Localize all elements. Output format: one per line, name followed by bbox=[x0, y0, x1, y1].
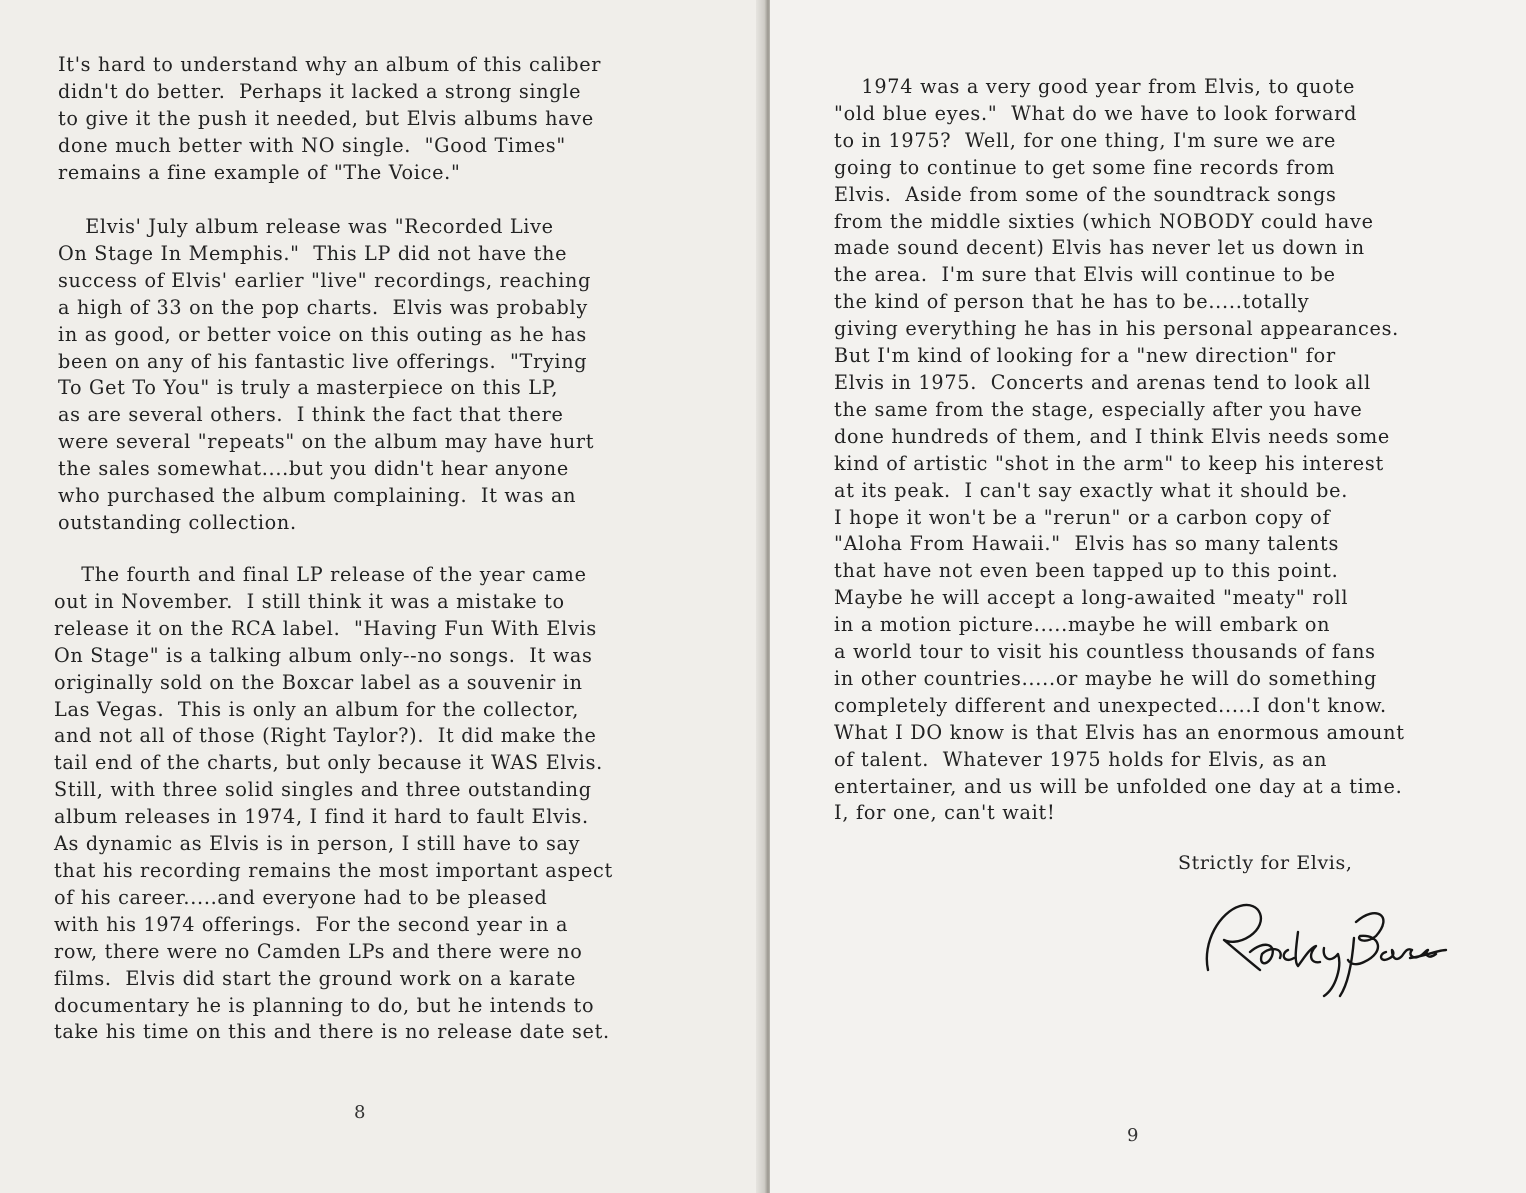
left-paragraph-2: Elvis' July album release was "Recorded Live On Stage In Memphis." This LP did not have the success of Elvis' earlier "live" recordings, reaching a high of 33 on the pop charts. Elvis was probably in as good, or better voice on this outing as he has been on any of his fantastic live offerings. "Trying To Get To You" is truly a masterpiece on this LP, as are several others. I think the fact that there were several "repeats" on the album may have hurt the sales somewhat....but you didn't hear anyone who purchased the album complaining. It was an outstanding collection. bbox=[58, 215, 595, 534]
left-paragraph-1: It's hard to understand why an album of this caliber didn't do better. Perhaps it lacked a strong single to give it the push it needed, but Elvis albums have done much better with NO single. "Good Times" remains a fine example of "The Voice." bbox=[58, 53, 602, 184]
left-paragraph-3: The fourth and final LP release of the year came out in November. I still think it was a mistake to release it on the RCA label. "Having Fun With Elvis On Stage" is a talking album only--no songs. It was originally sold on the Boxcar label as a souvenir in Las Vegas. This is only an album for the collector, and not all of those (Right Taylor?). It did make the tail end of the charts, but only because it WAS Elvis. Still, with three solid singles and three outstanding album releases in 1974, I find it hard to fault Elvis. As dynamic as Elvis is in person, I still have to say that his recording remains the most important aspect of his career.....and everyone had to be pleased with his 1974 offerings. For the second year in a row, there were no Camden LPs and there were no films. Elvis did start the ground work on a karate documentary he is planning to do, but he intends to take his time on this and there is no release date set. bbox=[54, 563, 613, 1044]
right-page bbox=[770, 0, 1526, 1193]
page-number-right: 9 bbox=[1127, 1125, 1139, 1146]
signoff-text: Strictly for Elvis, bbox=[1178, 852, 1353, 874]
page-number-left: 8 bbox=[354, 1102, 366, 1123]
signature-image bbox=[1180, 892, 1450, 1002]
right-paragraph: 1974 was a very good year from Elvis, to quote "old blue eyes." What do we have to look forward to in 1975? Well, for one thing, I'm sure we are going to continue to get some fine records from Elvis. Aside from some of the soundtrack songs from the middle sixties (which NOBODY could have made sound decent) Elvis has never let us down in the area. I'm sure that Elvis will continue to be the kind of person that he has to be.....totally giving everything he has in his personal appearances. But I'm kind of looking for a "new direction" for Elvis in 1975. Concerts and arenas tend to look all the same from the stage, especially after you have done hundreds of them, and I think Elvis needs some kind of artistic "shot in the arm" to keep his interest at its peak. I can't say exactly what it should be. I hope it won't be a "rerun" or a carbon copy of "Aloha From Hawaii." Elvis has so many talents that have not even been tapped up to this point. Maybe he will accept a long-awaited "meaty" roll in a motion picture.....maybe he will embark on a world tour to visit his countless thousands of fans in other countries.....or maybe he will do something completely different and unexpected.....I don't know. What I DO know is that Elvis has an enormous amount of talent. Whatever 1975 holds for Elvis, as an entertainer, and us will be unfolded one day at a time. I, for one, can't wait! bbox=[834, 75, 1405, 825]
